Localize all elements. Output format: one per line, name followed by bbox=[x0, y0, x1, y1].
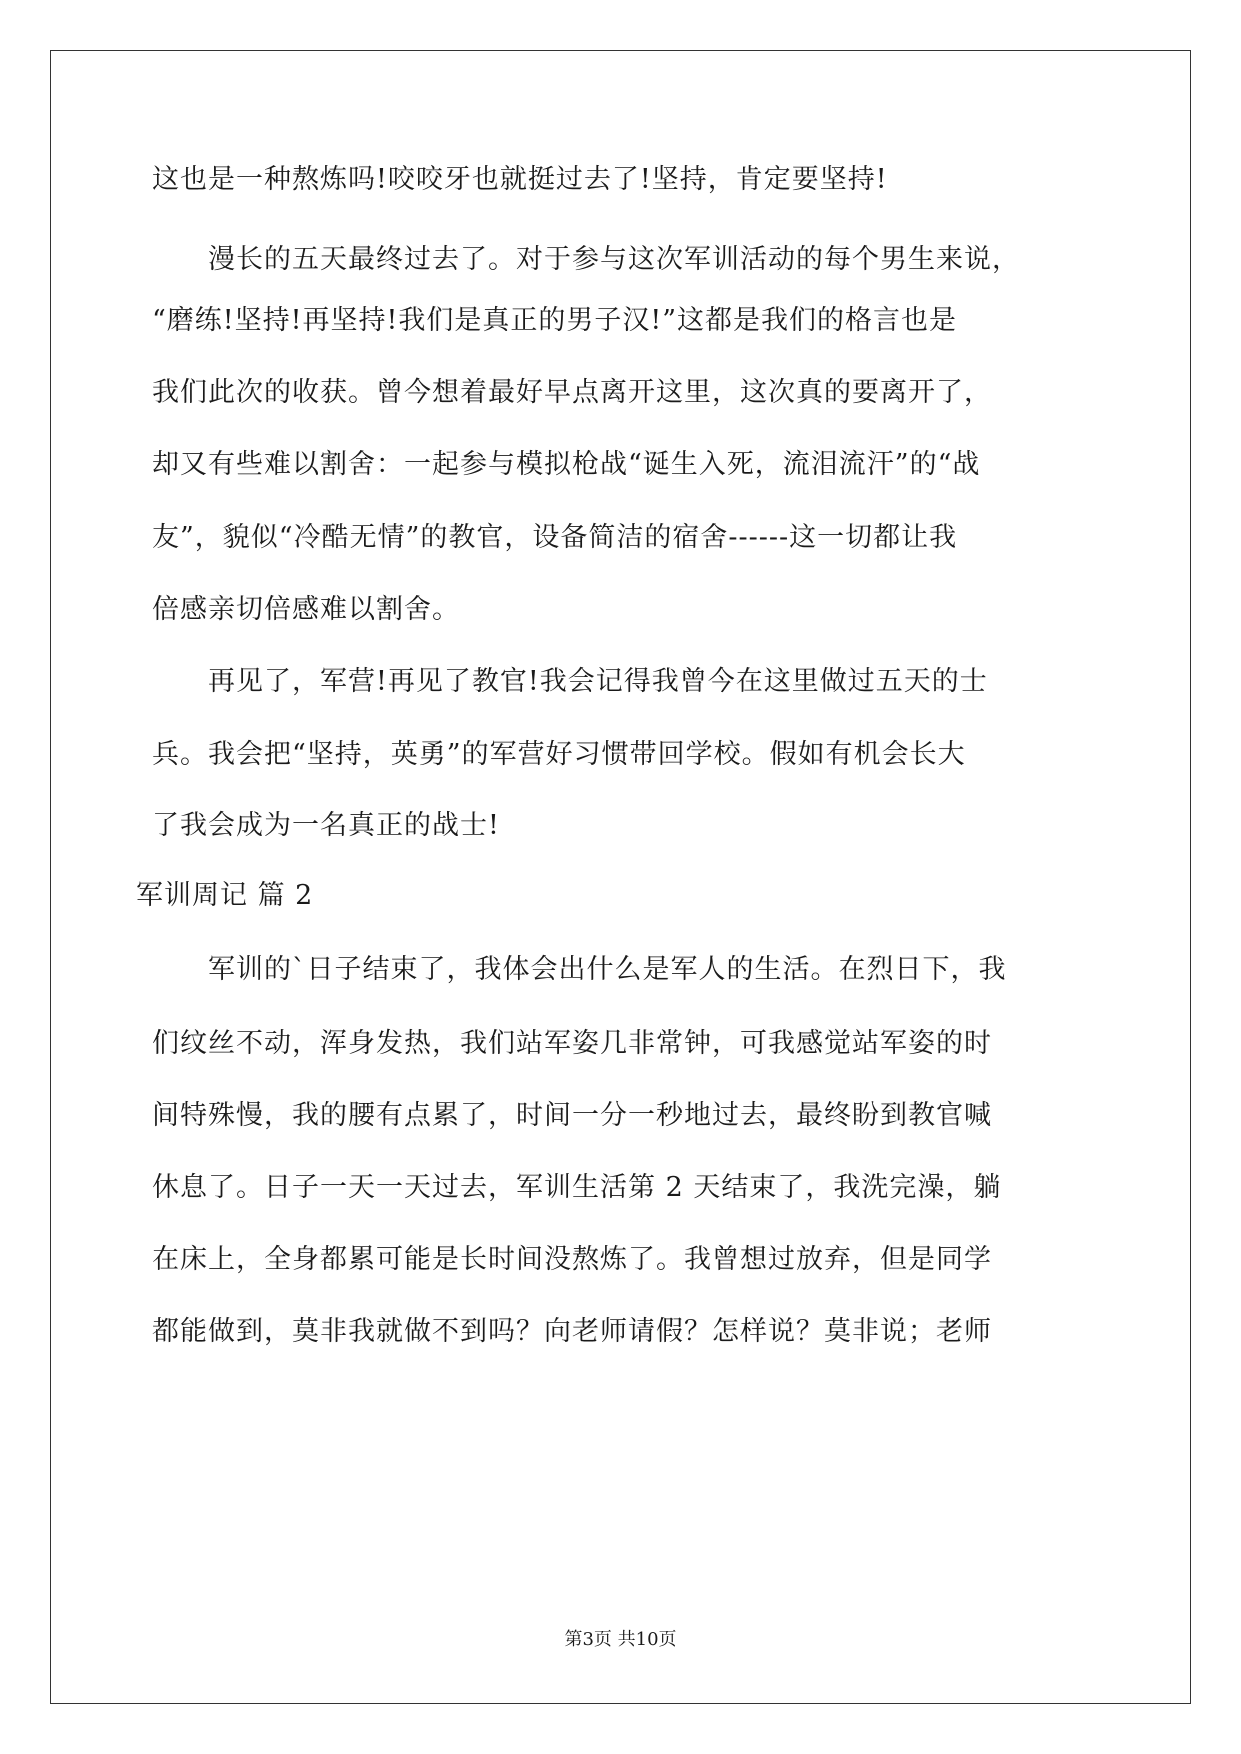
text-line: 们纹丝不动，浑身发热，我们站军姿几非常钟，可我感觉站军姿的时 bbox=[152, 1028, 992, 1059]
text-line: 友”，貌似“冷酷无情”的教官，设备简洁的宿舍------这一切都让我 bbox=[152, 522, 958, 553]
text-line: 倍感亲切倍感难以割舍。 bbox=[152, 594, 460, 625]
text-line: 兵。我会把“坚持，英勇”的军营好习惯带回学校。假如有机会长大 bbox=[152, 739, 966, 770]
section-heading: 军训周记 篇 2 bbox=[136, 880, 314, 911]
text-line: 这也是一种熬炼吗!咬咬牙也就挺过去了!坚持，肯定要坚持! bbox=[152, 164, 888, 195]
text-line: 我们此次的收获。曾今想着最好早点离开这里，这次真的要离开了， bbox=[152, 377, 992, 408]
paragraph-start-line: 再见了，军营!再见了教官!我会记得我曾今在这里做过五天的士 bbox=[208, 666, 988, 697]
text-line: 休息了。日子一天一天过去，军训生活第 2 天结束了，我洗完澡，躺 bbox=[152, 1172, 1002, 1203]
text-line: 却又有些难以割舍：一起参与模拟枪战“诞生入死，流泪流汗”的“战 bbox=[152, 449, 981, 480]
paragraph-start-line: 军训的`日子结束了，我体会出什么是军人的生活。在烈日下，我 bbox=[208, 954, 1007, 985]
text-line: 都能做到，莫非我就做不到吗？向老师请假？怎样说？莫非说；老师 bbox=[152, 1316, 992, 1347]
text-line: 在床上，全身都累可能是长时间没熬炼了。我曾想过放弃，但是同学 bbox=[152, 1244, 992, 1275]
text-line: “磨练!坚持!再坚持!我们是真正的男子汉!”这都是我们的格言也是 bbox=[152, 305, 958, 336]
paragraph-start-line: 漫长的五天最终过去了。对于参与这次军训活动的每个男生来说， bbox=[208, 244, 1020, 275]
text-line: 了我会成为一名真正的战士! bbox=[152, 810, 500, 841]
page-number-footer: 第3页 共10页 bbox=[564, 1629, 677, 1650]
text-line: 间特殊慢，我的腰有点累了，时间一分一秒地过去，最终盼到教官喊 bbox=[152, 1100, 992, 1131]
